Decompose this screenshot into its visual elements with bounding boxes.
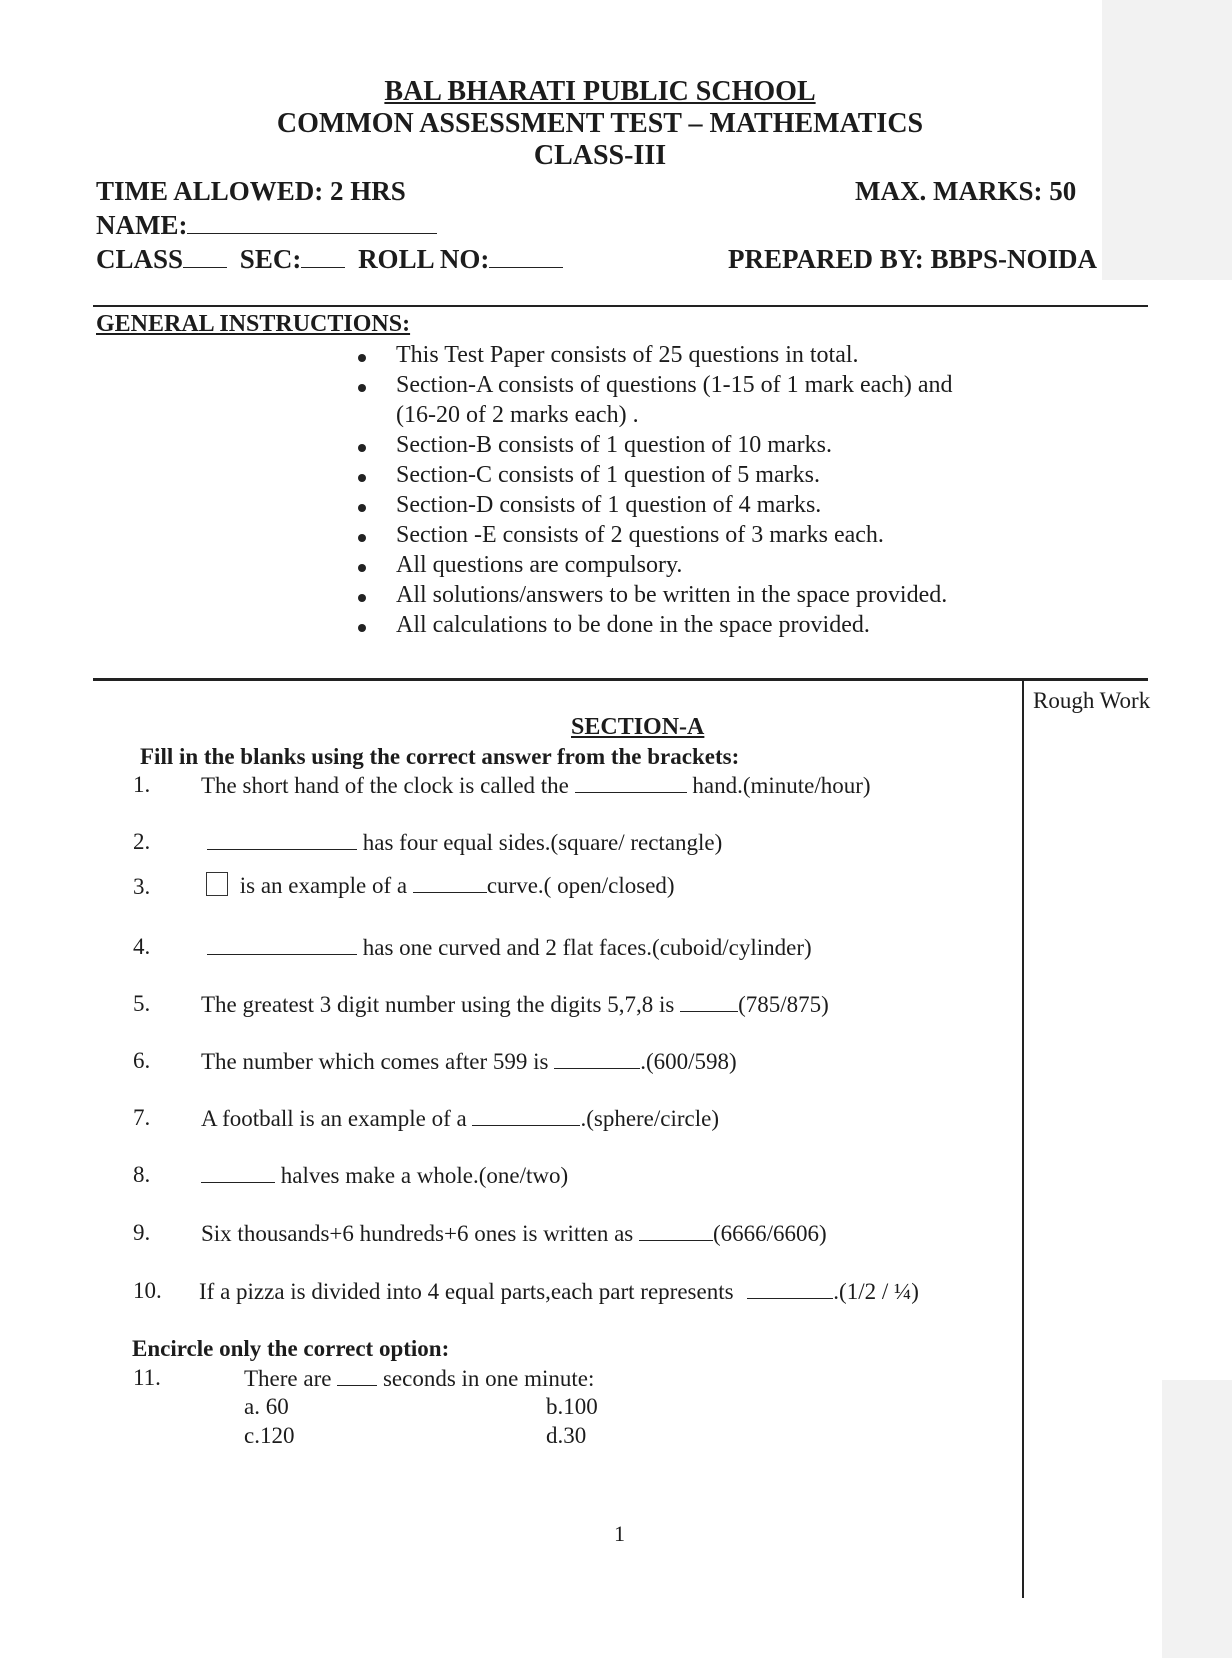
- question-text: .(600/598): [640, 1049, 737, 1074]
- question-number: 8.: [133, 1162, 151, 1187]
- option-a[interactable]: a. 60: [244, 1394, 289, 1419]
- question-text: has four equal sides.(square/ rectangle): [362, 830, 723, 855]
- instruction-item: Section-B consists of 1 question of 10 marks.: [396, 432, 832, 458]
- question-text: hand.(minute/hour): [692, 773, 871, 798]
- question-4: [207, 934, 812, 961]
- section-a-title: SECTION-A: [571, 714, 705, 740]
- answer-blank[interactable]: [472, 1105, 580, 1126]
- instructions-heading: GENERAL INSTRUCTIONS:: [96, 311, 411, 337]
- encircle-heading: Encircle only the correct option:: [132, 1336, 450, 1361]
- bullet: [358, 504, 366, 512]
- question-number: 1.: [133, 772, 151, 797]
- question-number: 3.: [133, 874, 151, 899]
- name-row: [96, 210, 437, 241]
- answer-blank[interactable]: [680, 991, 738, 1012]
- question-text: (6666/6606): [713, 1221, 827, 1246]
- max-marks: MAX. MARKS: 50: [855, 176, 1077, 206]
- rough-work-divider: [1022, 680, 1024, 1598]
- answer-blank[interactable]: [201, 1162, 275, 1183]
- question-text: Six thousands+6 hundreds+6 ones is written as: [201, 1221, 634, 1246]
- bullet: [358, 624, 366, 632]
- sec-field[interactable]: [301, 247, 345, 268]
- question-number: 10.: [133, 1278, 162, 1303]
- question-3: [206, 872, 675, 899]
- sec-label: SEC:: [239, 244, 302, 274]
- name-label: NAME:: [96, 210, 188, 240]
- roll-field[interactable]: [489, 247, 563, 268]
- question-text: There are: [244, 1366, 332, 1391]
- section-divider: [93, 678, 1148, 681]
- instruction-item: All solutions/answers to be written in the space provided.: [396, 582, 948, 608]
- question-text: The greatest 3 digit number using the digits 5,7,8 is: [201, 992, 675, 1017]
- answer-blank[interactable]: [575, 772, 687, 793]
- answer-blank[interactable]: [639, 1220, 713, 1241]
- bullet: [358, 444, 366, 452]
- question-text: .(sphere/circle): [580, 1106, 720, 1131]
- class-field[interactable]: [183, 247, 227, 268]
- instruction-item: (16-20 of 2 marks each) .: [396, 402, 639, 428]
- bullet: [358, 534, 366, 542]
- fill-blanks-heading: Fill in the blanks using the correct answer from the brackets:: [140, 744, 740, 769]
- question-5: [201, 991, 829, 1018]
- instruction-item: This Test Paper consists of 25 questions in total.: [396, 342, 859, 368]
- question-number: 4.: [133, 934, 151, 959]
- class-row: [96, 244, 563, 275]
- roll-label: ROLL NO:: [358, 244, 490, 274]
- bullet: [358, 354, 366, 362]
- test-title: COMMON ASSESSMENT TEST – MATHEMATICS: [276, 108, 924, 139]
- question-number: 9.: [133, 1220, 151, 1245]
- question-number: 2.: [133, 829, 151, 854]
- question-number: 6.: [133, 1048, 151, 1073]
- question-7: [201, 1105, 719, 1132]
- prepared-by: PREPARED BY: BBPS-NOIDA: [728, 244, 1098, 274]
- school-name: BAL BHARATI PUBLIC SCHOOL: [384, 76, 816, 107]
- answer-blank[interactable]: [207, 829, 357, 850]
- question-text: .(1/2 / ¼): [833, 1279, 919, 1304]
- class-label: CLASS: [96, 244, 184, 274]
- instruction-item: Section-D consists of 1 question of 4 marks.: [396, 492, 822, 518]
- bullet: [358, 594, 366, 602]
- question-number: 7.: [133, 1105, 151, 1130]
- bullet: [358, 474, 366, 482]
- bullet: [358, 564, 366, 572]
- question-text: halves make a whole.(one/two): [280, 1163, 569, 1188]
- scan-shade: [1162, 1380, 1232, 1658]
- question-10: [199, 1278, 919, 1305]
- question-text: has one curved and 2 flat faces.(cuboid/cylinder): [362, 935, 812, 960]
- divider: [93, 305, 1148, 307]
- question-text: The short hand of the clock is called the: [201, 773, 569, 798]
- question-6: [201, 1048, 737, 1075]
- page-number: 1: [614, 1521, 625, 1546]
- question-8: [201, 1162, 568, 1189]
- instruction-item: Section-C consists of 1 question of 5 marks.: [396, 462, 820, 488]
- option-b[interactable]: b.100: [546, 1394, 598, 1419]
- question-number: 5.: [133, 991, 151, 1016]
- question-text: curve.( open/closed): [486, 873, 675, 898]
- question-11: [244, 1365, 594, 1392]
- question-1: [201, 772, 871, 799]
- question-number: 11.: [133, 1365, 161, 1390]
- question-text: (785/875): [738, 992, 829, 1017]
- instruction-item: Section-A consists of questions (1-15 of 1 mark each) and: [396, 372, 953, 398]
- option-c[interactable]: c.120: [244, 1423, 295, 1448]
- answer-blank[interactable]: [413, 872, 487, 893]
- question-text: seconds in one minute:: [382, 1366, 595, 1391]
- question-text: A football is an example of a: [201, 1106, 467, 1131]
- instruction-item: All questions are compulsory.: [396, 552, 683, 578]
- bullet: [358, 384, 366, 392]
- instruction-item: Section -E consists of 2 questions of 3 marks each.: [396, 522, 884, 548]
- class-title: CLASS-III: [533, 140, 667, 171]
- question-9: [201, 1220, 827, 1247]
- answer-blank[interactable]: [207, 934, 357, 955]
- answer-blank[interactable]: [747, 1278, 833, 1299]
- answer-blank[interactable]: [337, 1365, 377, 1386]
- question-text: The number which comes after 599 is: [201, 1049, 549, 1074]
- answer-blank[interactable]: [554, 1048, 640, 1069]
- rough-work-label: Rough Work: [1033, 688, 1151, 713]
- open-square-figure: [206, 872, 228, 896]
- name-field[interactable]: [187, 213, 437, 234]
- question-text: is an example of a: [239, 873, 408, 898]
- option-d[interactable]: d.30: [546, 1423, 587, 1448]
- question-2: [207, 829, 722, 856]
- instruction-item: All calculations to be done in the space provided.: [396, 612, 870, 638]
- time-allowed: TIME ALLOWED: 2 HRS: [96, 176, 406, 206]
- question-text: If a pizza is divided into 4 equal parts,each part represents: [199, 1279, 734, 1304]
